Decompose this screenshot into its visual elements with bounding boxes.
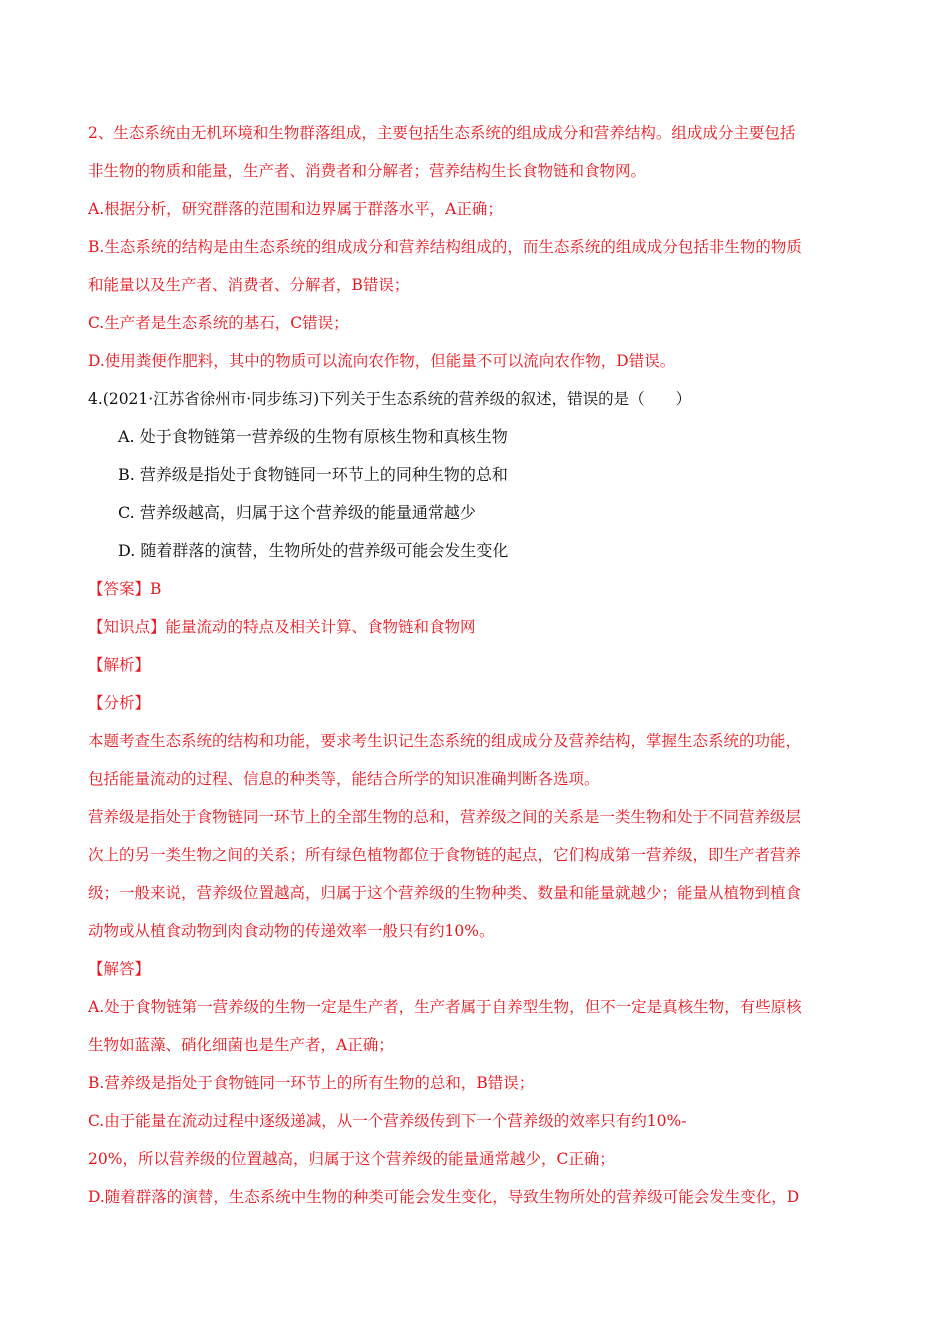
solution-line: D.随着群落的演替，生态系统中生物的种类可能会发生变化，导致生物所处的营养级可能会发生变化，D bbox=[88, 1188, 800, 1206]
solution-line: C.由于能量在流动过程中逐级递减，从一个营养级传到下一个营养级的效率只有约10%- bbox=[88, 1112, 687, 1130]
analysis-paragraph-line: 动物或从植食动物到肉食动物的传递效率一般只有约10%。 bbox=[88, 922, 495, 940]
answer-label: 【答案】B bbox=[88, 580, 162, 598]
option-analysis-d: D.使用粪便作肥料，其中的物质可以流向农作物，但能量不可以流向农作物，D错误。 bbox=[88, 352, 676, 370]
analysis-paragraph-line: 营养级是指处于食物链同一环节上的全部生物的总和，营养级之间的关系是一类生物和处于不同营养级层 bbox=[88, 808, 802, 826]
analysis-paragraph-line: 级；一般来说，营养级位置越高，归属于这个营养级的生物种类、数量和能量就越少；能量从植物到植食 bbox=[88, 884, 802, 902]
jieda-heading: 【解答】 bbox=[88, 960, 151, 978]
fenxi-heading: 【分析】 bbox=[88, 694, 151, 712]
jiexi-heading: 【解析】 bbox=[88, 656, 151, 674]
option-analysis-a: A.根据分析，研究群落的范围和边界属于群落水平，A正确； bbox=[88, 200, 503, 218]
analysis-paragraph-line: 次上的另一类生物之间的关系；所有绿色植物都位于食物链的起点，它们构成第一营养级，即生产者营养 bbox=[88, 846, 802, 864]
question-option-d: D. 随着群落的演替，生物所处的营养级可能会发生变化 bbox=[118, 541, 509, 560]
solution-line: 生物如蓝藻、硝化细菌也是生产者，A正确； bbox=[88, 1036, 394, 1054]
analysis-paragraph-line: 本题考查生态系统的结构和功能，要求考生识记生态系统的组成成分及营养结构，掌握生态系统的功能， bbox=[88, 732, 802, 750]
solution-line: 20%，所以营养级的位置越高，归属于这个营养级的能量通常越少，C正确； bbox=[88, 1150, 615, 1168]
analysis-text-line: 2、生态系统由无机环境和生物群落组成，主要包括生态系统的组成成分和营养结构。组成成分主要包括 bbox=[88, 124, 796, 142]
solution-line: A.处于食物链第一营养级的生物一定是生产者，生产者属于自养型生物，但不一定是真核生物，有些原核 bbox=[88, 998, 802, 1016]
solution-line: B.营养级是指处于食物链同一环节上的所有生物的总和，B错误； bbox=[88, 1074, 535, 1092]
analysis-text-line: 非生物的物质和能量，生产者、消费者和分解者；营养结构生长食物链和食物网。 bbox=[88, 162, 647, 180]
knowledge-point: 【知识点】能量流动的特点及相关计算、食物链和食物网 bbox=[88, 618, 476, 636]
question-option-c: C. 营养级越高，归属于这个营养级的能量通常越少 bbox=[118, 503, 476, 522]
option-analysis-b-cont: 和能量以及生产者、消费者、分解者，B错误； bbox=[88, 276, 410, 294]
option-analysis-b: B.生态系统的结构是由生态系统的组成成分和营养结构组成的，而生态系统的组成成分包括非生物的物质 bbox=[88, 238, 802, 256]
question-option-b: B. 营养级是指处于食物链同一环节上的同种生物的总和 bbox=[118, 465, 508, 484]
analysis-paragraph-line: 包括能量流动的过程、信息的种类等，能结合所学的知识准确判断各选项。 bbox=[88, 770, 600, 788]
option-analysis-c: C.生产者是生态系统的基石，C错误； bbox=[88, 314, 349, 332]
question-stem: 4.(2021·江苏省徐州市·同步练习)下列关于生态系统的营养级的叙述，错误的是（ ） bbox=[88, 390, 692, 408]
question-option-a: A. 处于食物链第一营养级的生物有原核生物和真核生物 bbox=[118, 427, 508, 446]
